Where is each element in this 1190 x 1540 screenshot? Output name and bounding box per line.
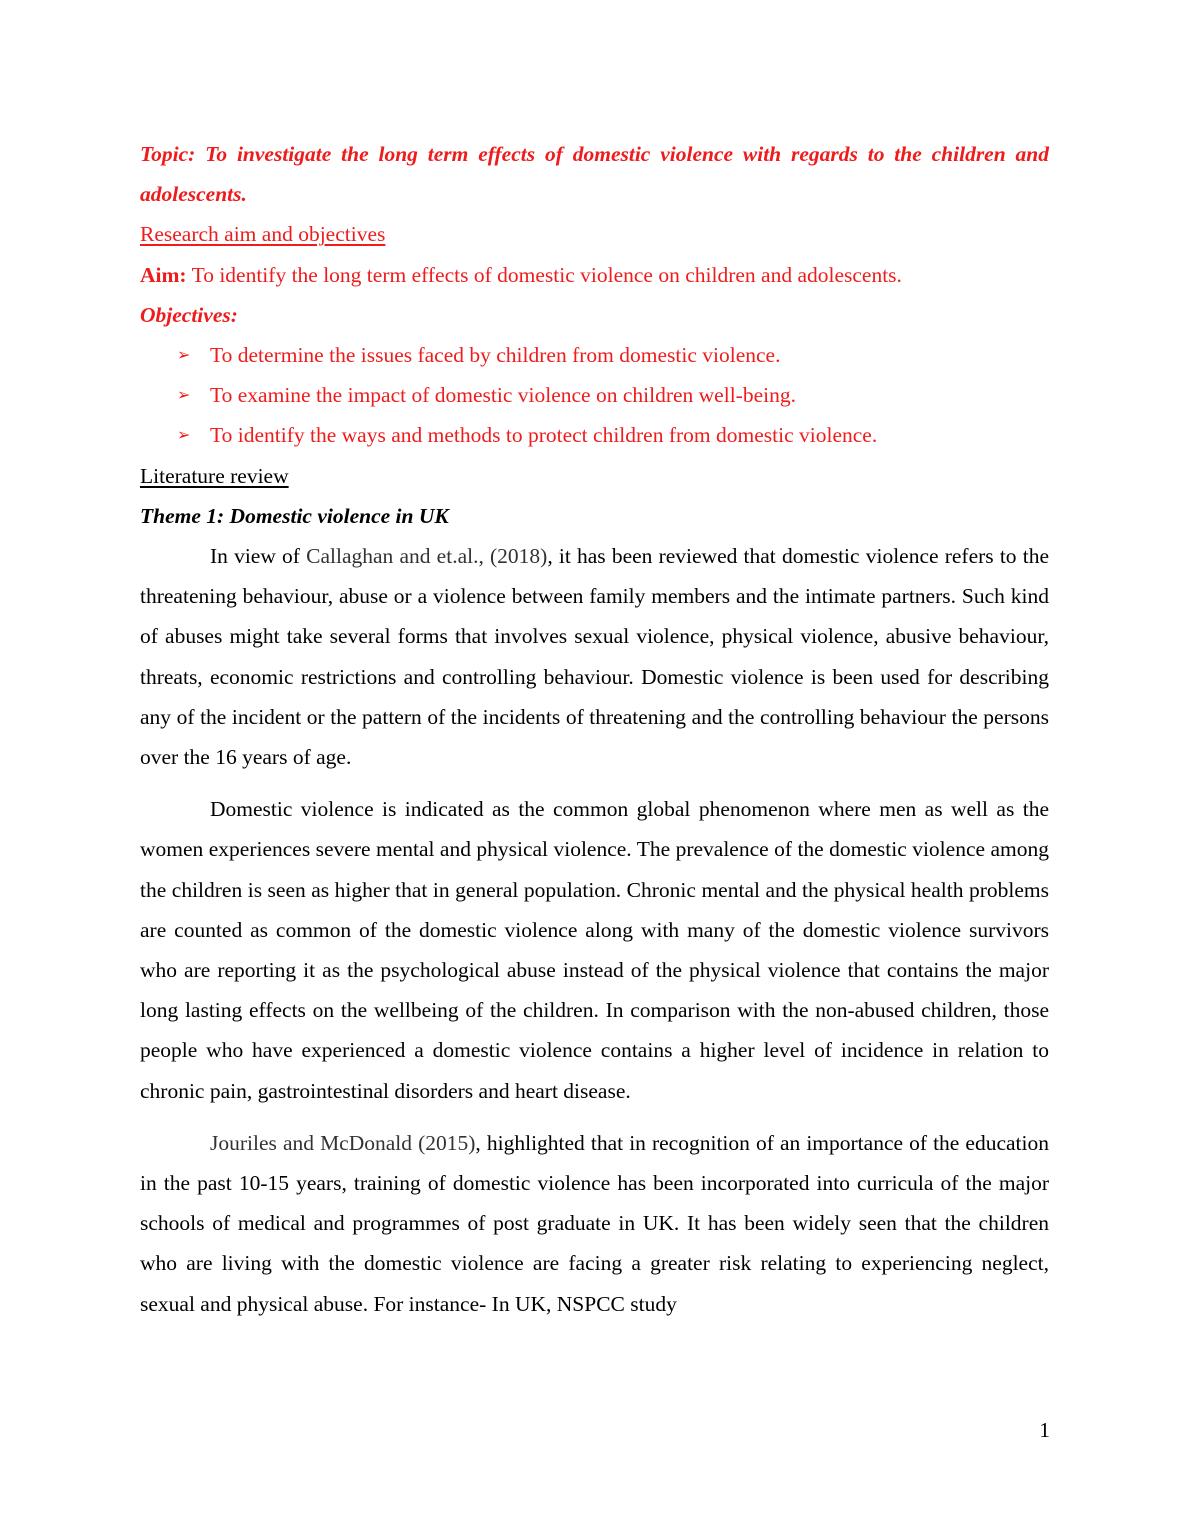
objectives-label: Objectives:: [140, 302, 238, 327]
objective-text: To determine the issues faced by children from domestic violence.: [210, 343, 781, 368]
aim-label: Aim:: [140, 262, 187, 287]
objective-item: [140, 415, 1049, 455]
arrow-bullet-icon: ➢: [177, 385, 191, 405]
theme-heading: Theme 1: Domestic violence in UK: [140, 503, 449, 528]
paragraph-text: , it has been reviewed that domestic violence refers to the threatening behaviour, abuse or a violence between family members and the intimate partners. Such kind of abuses might take several forms that involves sexual violence, physical violence, abusive behaviour, threats, economic restrictions and controlling behaviour. Domestic violence is been used for describing any of the incident or the pattern of the incidents of threatening and the controlling behaviour the persons over the 16 years of age.: [140, 544, 1049, 770]
arrow-bullet-icon: ➢: [177, 425, 191, 445]
objective-item: [140, 375, 1049, 415]
objective-text: To identify the ways and methods to protect children from domestic violence.: [210, 423, 878, 448]
body-paragraph: [140, 536, 1049, 777]
body-paragraph: [140, 1123, 1049, 1324]
topic-heading: Topic: To investigate the long term effects of domestic violence with regards to the children and adolescents.: [140, 142, 1049, 207]
paragraph-text: Domestic violence is indicated as the common global phenomenon where men as well as the women experiences severe mental and physical violence. The prevalence of the domestic violence among the children is seen as higher that in general population. Chronic mental and the physical health problems are counted as common of the domestic violence along with many of the domestic violence survivors who are reporting it as the psychological abuse instead of the physical violence that contains the major long lasting effects on the wellbeing of the children. In comparison with the non-abused children, those people who have experienced a domestic violence contains a higher level of incidence in relation to chronic pain, gastrointestinal disorders and heart disease.: [140, 797, 1049, 1103]
citation: Callaghan and et.al., (2018): [306, 544, 548, 569]
research-aim-heading: [140, 214, 1049, 254]
body-paragraph: [140, 789, 1049, 1111]
objectives-list: [140, 335, 1049, 456]
arrow-bullet-icon: ➢: [177, 345, 191, 365]
literature-review-heading: [140, 456, 1049, 496]
objective-text: To examine the impact of domestic violence on children well-being.: [210, 383, 796, 408]
literature-review-heading-text: Literature review: [140, 463, 289, 488]
aim-line: [140, 255, 1049, 295]
research-aim-heading-text: Research aim and objectives: [140, 222, 386, 247]
citation: Jouriles and McDonald (2015): [210, 1130, 476, 1155]
aim-text: To identify the long term effects of domestic violence on children and adolescents.: [186, 262, 902, 287]
objective-item: [140, 335, 1049, 375]
paragraph-text: , highlighted that in recognition of an importance of the education in the past 10-15 years, training of domestic violence has been incorporated into curricula of the major schools of medical and programmes of post graduate in UK. It has been widely seen that the children who are living with the domestic violence are facing a greater risk relating to experiencing neglect, sexual and physical abuse. For instance- In UK, NSPCC study: [140, 1130, 1049, 1316]
page-content: [140, 134, 1049, 1324]
page-number: 1: [1039, 1418, 1050, 1442]
paragraph-text: In view of: [210, 544, 307, 569]
